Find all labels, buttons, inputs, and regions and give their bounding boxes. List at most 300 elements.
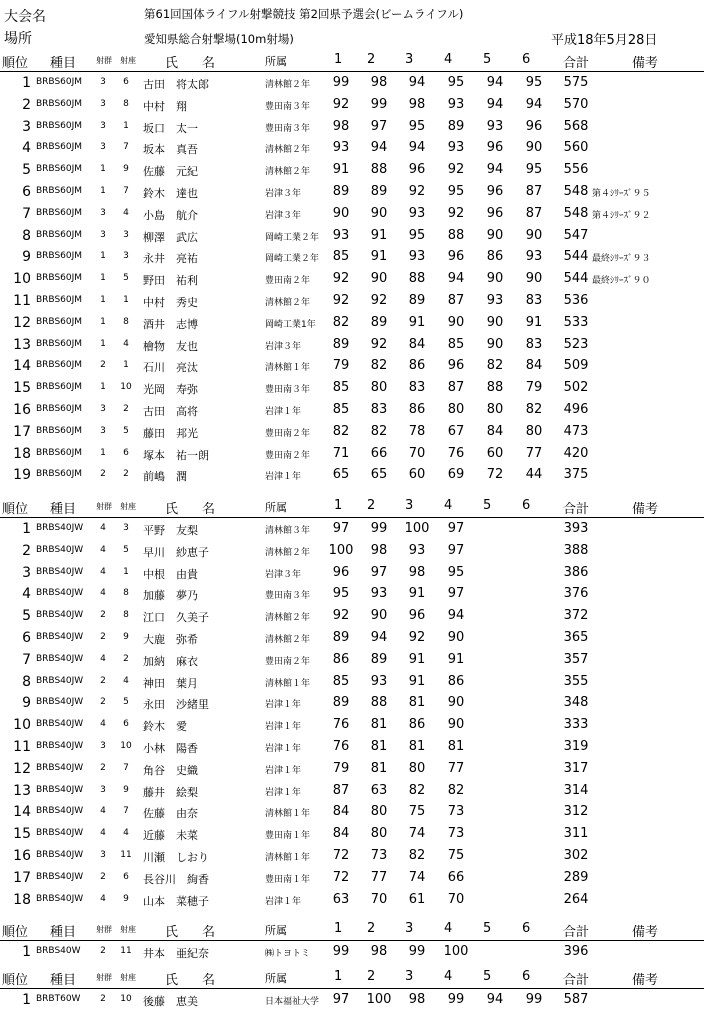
table-row [0,941,704,963]
event-cell: BRBS40JW [36,544,84,555]
affiliation-cell: 豊田南１年 [265,831,311,842]
event-cell: BRBS40JW [36,523,84,533]
name-cell: 鈴木 達也 [143,186,198,200]
shooter-group-cell: 2 [100,469,106,480]
shooter-group-cell: 2 [100,994,106,1004]
series-1-score: 96 [332,564,350,580]
shooter-group-cell: 3 [100,740,106,751]
column-header-total: 合計 [563,502,590,517]
column-header-series-2: 2 [367,969,376,984]
series-5-score: 60 [486,445,504,461]
table-row [0,399,704,421]
series-6-score: 94 [525,96,543,112]
event-cell: BRBS40JW [36,566,84,577]
series-4-score: 76 [447,445,465,461]
total-score: 496 [563,401,589,417]
series-6-score: 83 [525,336,543,352]
shooter-group-cell: 4 [100,893,106,904]
series-4-score: 91 [447,651,465,667]
name-cell: 佐藤 元紀 [143,165,198,179]
series-6-score: 80 [525,423,543,439]
series-4-score: 92 [447,162,465,178]
event-cell: BRBS40W [36,946,81,956]
rank-cell: 4 [22,586,31,603]
column-header-affiliation: 所属 [265,501,287,514]
series-3-score: 93 [408,542,426,558]
total-score: 386 [563,564,589,580]
name-cell: 中根 由貴 [143,567,198,581]
series-2-score: 100 [366,992,392,1007]
series-4-score: 86 [447,673,465,689]
column-header-rank: 順位 [2,56,29,71]
table-row [0,823,704,845]
table-row [0,562,704,584]
total-score: 544 [563,249,589,265]
series-1-score: 92 [332,271,350,287]
series-4-score: 77 [447,760,465,776]
series-3-score: 70 [408,445,426,461]
series-1-score: 85 [332,401,350,417]
name-cell: 中村 秀史 [143,295,198,309]
total-score: 509 [563,358,589,374]
series-2-score: 89 [370,651,388,667]
series-5-score: 93 [486,292,504,308]
table-row [0,780,704,802]
series-2-score: 80 [370,380,388,396]
series-2-score: 80 [370,804,388,820]
total-score: 536 [563,292,589,308]
affiliation-cell: 岩津１年 [265,700,302,711]
series-2-score: 94 [370,629,388,645]
column-header-series-3: 3 [405,921,414,936]
name-cell: 長谷川 絢香 [143,872,209,886]
affiliation-cell: 清林館１年 [265,809,311,820]
total-score: 312 [563,804,589,820]
stand-cell: 6 [123,77,129,87]
series-4-score: 90 [447,695,465,711]
name-cell: 早川 紗恵子 [143,545,209,559]
series-5-score: 90 [486,314,504,330]
affiliation-cell: 岩津１年 [265,765,302,776]
series-2-score: 93 [370,586,388,602]
event-cell: BRBS40JW [36,675,84,686]
rank-cell: 14 [13,804,31,821]
total-score: 264 [563,891,589,907]
series-4-score: 99 [447,992,465,1007]
stand-cell: 4 [123,338,129,349]
event-cell: BRBS40JW [36,893,84,904]
column-header-series-2: 2 [367,498,376,513]
event-label: 大会名 [4,9,46,25]
affiliation-cell: 岩津１年 [265,406,302,417]
column-header-total: 合計 [563,925,590,940]
column-header-rank: 順位 [2,973,29,988]
table-row [0,758,704,780]
series-2-score: 80 [370,826,388,842]
column-header-shooter-group: 射群 [96,502,112,511]
shooter-group-cell: 3 [100,849,106,860]
series-3-score: 81 [408,738,426,754]
name-cell: 永田 沙緒里 [143,698,209,712]
series-3-score: 93 [408,205,426,221]
total-score: 575 [563,75,589,90]
series-1-score: 72 [332,847,350,863]
table-row [0,290,704,312]
series-2-score: 98 [370,75,388,90]
shooter-group-cell: 3 [100,98,106,109]
series-3-score: 75 [408,804,426,820]
table-row [0,225,704,247]
table-row [0,94,704,116]
series-3-score: 60 [408,467,426,483]
stand-cell: 4 [123,207,129,218]
total-score: 348 [563,695,589,711]
table-row [0,421,704,443]
event-cell: BRBS60JM [36,273,83,284]
series-2-score: 93 [370,673,388,689]
affiliation-cell: 清林館２年 [265,613,311,624]
series-3-score: 96 [408,608,426,624]
total-score: 388 [563,542,589,558]
series-1-score: 95 [332,586,350,602]
event-cell: BRBS60JM [36,382,83,393]
name-cell: 藤田 邦光 [143,426,198,440]
name-cell: 鈴木 愛 [143,720,187,734]
column-header-series-1: 1 [334,52,343,67]
series-1-score: 84 [332,826,350,842]
table-row [0,159,704,181]
series-5-score: 96 [486,140,504,156]
rank-cell: 2 [22,96,31,113]
rank-cell: 4 [22,140,31,157]
rank-cell: 1 [22,75,31,91]
column-header-name-family: 氏 [165,973,179,988]
column-header-shooter-group: 射群 [96,973,112,982]
event-cell: BRBS40JW [36,806,84,817]
stand-cell: 5 [123,697,129,708]
name-cell: 坂口 太一 [143,121,198,135]
series-4-score: 85 [447,336,465,352]
series-5-score: 72 [486,467,504,483]
event-cell: BRBS60JM [36,251,83,262]
shooter-group-cell: 4 [100,566,106,577]
series-3-score: 84 [408,336,426,352]
column-header-series-1: 1 [334,921,343,936]
remark-cell: 最終ｼﾘｰｽﾞ９０ [592,276,651,287]
event-cell: BRBS60JM [36,229,83,240]
series-6-score: 95 [525,162,543,178]
series-3-score: 98 [408,564,426,580]
series-1-score: 82 [332,314,350,330]
column-header-row [0,920,704,941]
total-score: 548 [563,183,589,199]
total-score: 556 [563,162,589,178]
series-6-score: 96 [525,118,543,134]
shooter-group-cell: 4 [100,653,106,664]
rank-cell: 9 [22,695,31,712]
stand-cell: 7 [123,185,129,196]
shooter-group-cell: 2 [100,360,106,371]
rank-cell: 2 [22,542,31,559]
series-4-score: 97 [447,521,465,536]
column-header-row [0,51,704,72]
affiliation-cell: 清林館１年 [265,852,311,863]
series-4-score: 97 [447,542,465,558]
total-score: 396 [563,944,589,959]
table-row [0,268,704,290]
column-header-name-given: 名 [202,925,216,940]
rank-cell: 10 [13,717,31,734]
series-5-score: 90 [486,227,504,243]
series-3-score: 95 [408,227,426,243]
event-cell: BRBS40JW [36,762,84,773]
series-2-score: 91 [370,227,388,243]
series-1-score: 86 [332,651,350,667]
series-5-score: 94 [486,96,504,112]
series-4-score: 90 [447,314,465,330]
total-score: 317 [563,760,589,776]
rank-cell: 19 [13,467,31,484]
series-2-score: 81 [370,760,388,776]
series-5-score: 82 [486,358,504,374]
affiliation-cell: 岡崎工業1年 [265,319,316,330]
series-3-score: 98 [408,96,426,112]
series-6-score: 44 [525,467,543,483]
stand-cell: 8 [123,610,129,621]
series-2-score: 92 [370,336,388,352]
series-4-score: 70 [447,891,465,907]
column-header-series-6: 6 [522,498,531,513]
results-table-section-2 [0,497,704,910]
stand-cell: 1 [123,294,129,305]
column-header-row [0,968,704,989]
stand-cell: 5 [123,425,129,436]
event-cell: BRBS40JW [36,653,84,664]
series-2-score: 63 [370,782,388,798]
series-2-score: 90 [370,205,388,221]
column-header-event: 種目 [50,925,77,940]
total-score: 570 [563,96,589,112]
stand-cell: 8 [123,316,129,327]
name-cell: 近藤 未菜 [143,829,198,843]
rank-cell: 15 [13,380,31,397]
series-1-score: 99 [332,944,350,959]
venue-name: 愛知県総合射撃場(10m射場) [144,32,294,46]
remark-cell: 最終ｼﾘｰｽﾞ９３ [592,254,651,265]
series-6-score: 95 [525,75,543,90]
rank-cell: 8 [22,227,31,244]
shooter-group-cell: 1 [100,251,106,262]
series-2-score: 73 [370,847,388,863]
shooter-group-cell: 1 [100,273,106,284]
event-cell: BRBS40JW [36,871,84,882]
table-row [0,649,704,671]
name-cell: 中村 翔 [143,99,187,113]
event-cell: BRBS60JM [36,403,83,414]
series-2-score: 82 [370,358,388,374]
name-cell: 永井 亮祐 [143,252,198,266]
affiliation-cell: 岩津１年 [265,896,302,907]
series-3-score: 74 [408,869,426,885]
series-6-score: 82 [525,401,543,417]
name-cell: 小島 航介 [143,208,198,222]
series-4-score: 69 [447,467,465,483]
name-cell: 坂本 真吾 [143,143,198,157]
column-header-series-6: 6 [522,921,531,936]
rank-cell: 8 [22,673,31,690]
series-5-score: 80 [486,401,504,417]
column-header-series-3: 3 [405,498,414,513]
series-4-score: 90 [447,629,465,645]
column-header-remarks: 備考 [632,502,659,517]
series-6-score: 90 [525,271,543,287]
shooter-group-cell: 2 [100,762,106,773]
name-cell: 塚本 祐一朗 [143,448,209,462]
series-5-score: 94 [486,162,504,178]
table-row [0,671,704,693]
series-2-score: 89 [370,314,388,330]
total-score: 420 [563,445,589,461]
rank-cell: 15 [13,826,31,843]
column-header-series-1: 1 [334,498,343,513]
name-cell: 井本 亜紀奈 [143,947,209,960]
table-row [0,72,704,94]
column-header-shooter-group: 射群 [96,56,112,65]
series-1-score: 92 [332,608,350,624]
shooter-group-cell: 3 [100,77,106,87]
affiliation-cell: 清林館２年 [265,634,311,645]
affiliation-cell: 岩津１年 [265,472,302,483]
total-score: 302 [563,847,589,863]
series-1-score: 79 [332,358,350,374]
stand-cell: 2 [123,653,129,664]
event-cell: BRBS60JM [36,294,83,305]
series-5-score: 93 [486,118,504,134]
event-cell: BRBS60JM [36,77,83,87]
series-6-score: 99 [525,992,543,1007]
series-4-score: 75 [447,847,465,863]
stand-cell: 2 [123,403,129,414]
event-cell: BRBS60JM [36,425,83,436]
series-4-score: 96 [447,249,465,265]
event-cell: BRBS60JM [36,316,83,327]
series-1-score: 91 [332,162,350,178]
table-row [0,334,704,356]
rank-cell: 12 [13,760,31,777]
name-cell: 前嶋 潤 [143,470,187,484]
stand-cell: 2 [123,469,129,480]
rank-cell: 13 [13,336,31,353]
column-header-series-5: 5 [483,969,492,984]
total-score: 289 [563,869,589,885]
shooter-group-cell: 1 [100,294,106,305]
series-4-score: 93 [447,96,465,112]
column-header-rank: 順位 [2,502,29,517]
event-cell: BRBS60JM [36,185,83,196]
series-3-score: 91 [408,673,426,689]
series-4-score: 92 [447,205,465,221]
stand-cell: 6 [123,719,129,730]
shooter-group-cell: 4 [100,523,106,533]
affiliation-cell: 豊田南２年 [265,450,311,461]
affiliation-cell: 清林館１年 [265,678,311,689]
total-score: 568 [563,118,589,134]
series-6-score: 93 [525,249,543,265]
series-1-score: 72 [332,869,350,885]
series-3-score: 96 [408,162,426,178]
series-1-score: 93 [332,140,350,156]
series-4-score: 95 [447,75,465,90]
series-1-score: 97 [332,521,350,536]
table-row [0,464,704,486]
series-2-score: 98 [370,542,388,558]
affiliation-cell: 日本福祉大学 [265,997,320,1007]
table-row [0,377,704,399]
shooter-group-cell: 2 [100,631,106,642]
rank-cell: 13 [13,782,31,799]
series-3-score: 99 [408,944,426,959]
event-cell: BRBS60JM [36,164,83,175]
total-score: 314 [563,782,589,798]
column-header-name-family: 氏 [165,925,179,940]
series-4-score: 87 [447,292,465,308]
shooter-group-cell: 3 [100,784,106,795]
series-2-score: 97 [370,118,388,134]
name-cell: 小林 陽香 [143,741,198,755]
affiliation-cell: 清林館３年 [265,526,311,536]
rank-cell: 3 [22,118,31,135]
series-1-score: 85 [332,673,350,689]
column-header-remarks: 備考 [632,925,659,940]
series-4-score: 88 [447,227,465,243]
table-row [0,583,704,605]
affiliation-cell: 豊田南３年 [265,123,311,134]
column-header-series-1: 1 [334,969,343,984]
affiliation-cell: 岩津１年 [265,722,302,733]
series-4-score: 89 [447,118,465,134]
column-header-series-6: 6 [522,969,531,984]
rank-cell: 12 [13,314,31,331]
venue-label: 場所 [4,31,32,47]
series-3-score: 94 [408,140,426,156]
remark-cell: 第４ｼﾘｰｽﾞ９２ [592,210,651,221]
series-5-score: 94 [486,992,504,1007]
table-row [0,355,704,377]
series-4-score: 100 [443,944,469,959]
series-1-score: 90 [332,205,350,221]
rank-cell: 9 [22,249,31,266]
series-4-score: 97 [447,586,465,602]
series-3-score: 81 [408,695,426,711]
column-header-series-3: 3 [405,969,414,984]
series-1-score: 89 [332,336,350,352]
series-2-score: 97 [370,564,388,580]
series-6-score: 87 [525,205,543,221]
rank-cell: 5 [22,608,31,625]
affiliation-cell: 岡崎工業２年 [265,232,320,243]
series-3-score: 94 [408,75,426,90]
stand-cell: 5 [123,273,129,284]
table-row [0,714,704,736]
table-row [0,137,704,159]
event-cell: BRBS60JM [36,447,83,458]
event-cell: BRBS40JW [36,631,84,642]
series-1-score: 65 [332,467,350,483]
table-row [0,540,704,562]
shooter-group-cell: 2 [100,946,106,956]
rank-cell: 17 [13,869,31,886]
series-6-score: 77 [525,445,543,461]
